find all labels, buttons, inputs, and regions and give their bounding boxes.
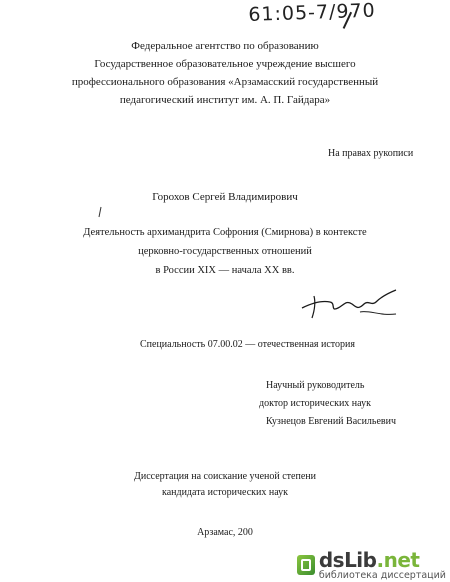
author-name: Горохов Сергей Владимирович	[152, 191, 298, 203]
title-line-1: Деятельность архимандрита Софрония (Смирнова) в контексте	[83, 227, 367, 238]
header-line-3: профессионального образования «Арзамасский государственный	[71, 76, 379, 88]
watermark-subtitle: библиотека диссертаций	[318, 569, 446, 581]
supervisor-name: Кузнецов Евгений Васильевич	[266, 416, 397, 427]
dslib-watermark	[297, 547, 446, 581]
city-year: Арзамас, 200	[197, 527, 253, 538]
header-line-4: педагогический институт им. А. П. Гайдара»	[119, 94, 331, 106]
specialty: Специальность 07.00.02 — отечественная история	[140, 339, 355, 350]
author-signature	[300, 286, 400, 320]
dissertation-line-1: Диссертация на соискание ученой степени	[134, 471, 316, 482]
manuscript-note: На правах рукописи	[328, 148, 414, 159]
supervisor-degree: доктор исторических наук	[259, 398, 371, 409]
title-line-2: церковно-государственных отношений	[138, 246, 312, 257]
title-line-3: в России XIX — начала XX вв.	[155, 265, 295, 276]
archive-code: 61:05-7/970	[248, 0, 377, 26]
dissertation-line-2: кандидата исторических наук	[161, 487, 289, 498]
header-line-1: Федеральное агентство по образованию	[131, 40, 319, 52]
supervisor-role: Научный руководитель	[266, 380, 365, 391]
dslib-logo-icon	[297, 555, 315, 575]
watermark-brand: dsLib.net	[318, 547, 420, 572]
margin-tick-mark	[97, 206, 103, 218]
header-line-2: Государственное образовательное учреждение высшего	[94, 58, 356, 70]
